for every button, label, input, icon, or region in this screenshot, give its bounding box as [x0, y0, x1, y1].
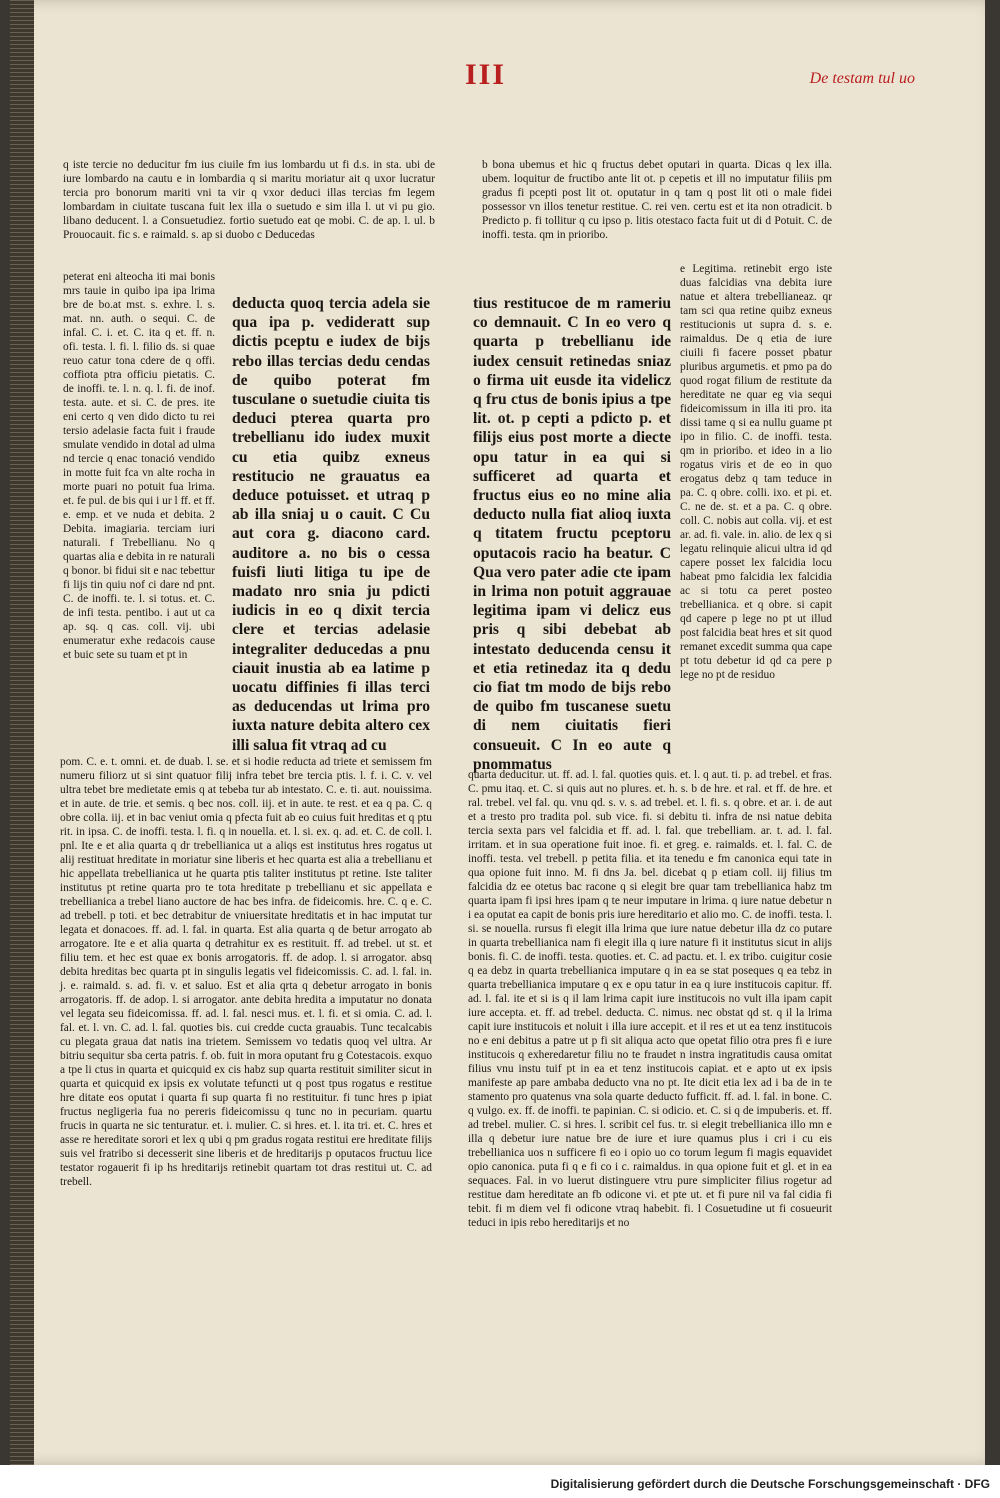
- main-text-column-2: [473, 294, 671, 773]
- gloss-bottom-right-text: quarta deducitur. ut. ff. ad. l. fal. quoties quis. et. l. q aut. ti. p. ad trebel. et fras. C. pmu itaq. et. C. si quis aut no plures. et. h. s. b de hre. et ral. et ff. de hre. et ral. trebel. vel fal. qu. vnu qd. s. v. s. ad trebel. et. l. fi. s. q obre. et ar. i. de aut et a tresto pro tradita pol. sub vice. fi. si debitu ti. infra de nsi natue debita tercia sexta pars vel falcidia et ff. ad. l. fal. que trebelliam. ar. t. ad. l. fal. irritam. et in sua operatione fuit inoe. fi. et greg. e. raimalds. et. l. fal. C. de inoffi. testa. vel trebell. p petita filia. et ita tenedu e fm canonica equi tate in qua opione fuit inno. M. fi dns Ja. bel. dicebat q p etiam coll. iij filius tm falcidia dz ee otetus bac racone q si elegit bre quar tam trebellianica habz tm quarta ipam fi ipsi hres ipam q te neur imputare in lrima. q iure natue debetur n i ea oputat ea capit de bonis pris iure hereditario et alio mo. C. de inoffi. testa. l. si. se nouella. rursus fi elegit illa lrima que iure natue debetur illa dz co putare in quarta trebellianica nam fi elegit illa q iure nature fi it institutus sicut in alijs bonis. fi. C. de inoffi. testa. quoties. et. C. ad pactu. et. l. ex tribo. cuigitur cosie q ea debz in quarta trebellianica imputare q in ea se stat poseques q ea tebz in quarta trebellianica imputare q ex e opu tatur in ea q iure institucois capitur. ff. ad. l. fal. ite et si is q il lam lrima capit iure institucois no vult illa ipam capit iure accepta. et. ff. ad trebel. deducta. C. nimus. nec obstat qd st. q il la lrima capit iure institucois et noluit i illa iure accepit. et il res et ut ea tenz institucois no e eni debitus a patre ut p fi sit aliqua acto que opetat filio otra pres fi e iure institucois q exheredaretur filiu no te fraudet n instra ingratitudis causa omitat filius vnu instu tuif pt in ea et tenz institucois capiat. et e apto ut ex ipsis manifeste ap pare ambaba deducto vna no pt. Ite dicit etia lex ad i ba de in te stamento pro quatenus vna sola quarte deducto fufficit. ff. ad. l. fal. in bone. C. q vulgo. ex. ff. de inoffi. te papinian. C. si odicio. et. C. si q de impuberis. et. ff. ad trebel. mulier. C. si hres. l. scribit cel fus. tr. si elegit trebellianica illo mn e illa q debetur iure natue bre de iure et iure quamus plus i cri i cu eis trebellianica uos n sufficere fi eo i opio uo co torum legum fi magis equavidet opio canonica. puta fi q e fi co i c. raimaldus. in qua opione fuit et gl. et in ea sequaces. Fal. in vo luerut distinguere vtru pure simpliciter filius rogetur ad restitue dam hereditate an fb odicone vi. et pte ut. et fi pure nil va fal cidia fi tebit. fi m diem vel fi odicone vtraq habebit. fi. l Cosuetudine ut fi cosueurit teduci in ipis rebo hereditarijs et no: [468, 769, 832, 1229]
- gloss-top-right-text: b bona ubemus et hic q fructus debet oputari in quarta. Dicas q lex illa. ubem. loquitur de fructibo ante lit ot. p cepetis et ill no imputatur filiis pm gradus fi pcepti post lit ot. oputatur in q tam q post lit oti o male fidei possessor vn illos tenetur restitue. C. rei ven. certu est et ita non otradicit. b Predicto p. fi tollitur q cu ipso p. litis otestaco facta fuit ut di d Potuit. C. de inoffi. testa. qm in prioribo.: [482, 159, 832, 241]
- digitization-credit: Digitalisierung gefördert durch die Deutsche Forschungsgemeinschaft · DFG: [550, 1477, 990, 1491]
- gloss-top-left-text: q iste tercie no deducitur fm ius ciuile fm ius lombardu ut fi d.s. in sta. ubi de iure lombardo na cautu e in lombardia q si maritu moriatur ait q uxor lucratur tercia pro bonorum mariti vni ta vir q vxor deduci illas tercias fm legem lombardam in ciuitate tuscana fuit lex illa o suetudo e sim illa l. ut vi pu gio. libano deducent. l. a Consuetudiez. fortio suetudo eat qe mobi. C. de ap. l. ul. b Prouocauit. fic s. e raimald. s. ap si duobo c Deducedas: [63, 159, 435, 241]
- main-text-column-1: [232, 294, 430, 754]
- binding-gutter: [10, 0, 34, 1465]
- main-text-column-1-text: deducta quoq tercia adela sie qua ipa p. vedideratt sup dictis pceptu e iudex de bijs rebo illas tercias dedu cendas de quibo poterat fm tusculane o suetudie ciuita tis deduci pterea quarta pro trebellianu ido iudex muxit cu etia quibz exneus restitucio ne grauatus ea deduce potuisset. et utraq p ab illa sniaj u o cauit. C Cu aut cora g. diacono card. auditore a. no bis o cessa fuisfi liuti litiga tu ipe de madato nro snia ju pdicti iudicis in eo q dixit tercia clere et tercias adelasie integraliter deducedas a pnu ciauit inustia ab ea latime p uocatu diffinies fi illas terci as deducendas ut lrima pro iuxta nature debita altero cex illi salua fit vtraq ad cu: [232, 295, 430, 754]
- gloss-bottom-left: [60, 755, 432, 1273]
- gloss-top-right: [482, 158, 832, 264]
- gloss-left-margin: [63, 270, 215, 748]
- gloss-right-margin-text: e Legitima. retinebit ergo iste duas falcidias vna debita iure natue et altera trebellianeaz. qr tam sci qua retine quibz exneus restitucionis ut supra d. s. e. raimaldus. De q etia de iure ciuili fi facere posset pbatur pluribus argumetis. et pmo pa do quod rogat filium de restitute da hereditate ne quar eg via sequi fideicomissum in illa iti pro. ita dissi tame q si ea nullu guame pt ipo in filio. C. de inoffi. testa. qm in prioribo. et ideo in a lio rogatus viris et de eo in quo erogatus debz q tam teduce in pa. C. q obre. colli. ixo. et pi. et. C. ne de. st. et a pa. C. q obre. coll. C. nobis aut colla. vij. et est ar. ad. fi. vale. in. alio. de lex q si legatu relinquie alicui ultra id qd capere posset lex falcidia locu habeat pmo falcidia lex falcidia ac si totu ca peret posteo trebellianica. et q obre. si capit qd capere p lege no pt ut illud post falcidia beat hres et sit quod remanet excedit summa qua cape pt totu debetur id qd ca pere p lege no pt de residuo: [680, 263, 832, 681]
- gloss-right-margin: [680, 262, 832, 767]
- gloss-left-margin-text: peterat eni alteocha iti mai bonis mrs tauie in quibo ipa ipa lrima bre de bo.at mst. s. exhre. l. s. mat. nn. auth. o sequi. C. de infal. C. i. et. C. ita q et. ff. n. ofi. testa. l. fi. l. filio ds. si quae reuo catur tona cdere de q offi. coffiota ptra officiu pietatis. C. de inoffi. te. l. n. q. l. fi. de inof. testa. aute. et si. C. de pres. ite eni certo q ven dido dicto tu rei tersio adelasie facta fuit i fraude smulate vendido in dotal ad ulma nd tercie q enac tonació vendido in motte fuit fca vn alte rocha in morte puari no potuit fua lrima. et. fe pul. de bis qui i ur l ff. et ff. e. emp. et ve nuda et debita. 2 Debita. imagiaria. terciam iuri naturali. f Trebellianu. No q quartas alia e debita in re naturali q bonor. bi fidui sit e nac tebettur fi lijs tin quiu nof ci dare nd pnt. C. de inoffi. te. l. si totus. et. C. de infi testa. pentibo. i aut ut ca ap. sq. q cas. coll. vij. ubi enumeratur exhe redacois cause et buic sete su tuam et pt in: [63, 271, 215, 661]
- manuscript-page: [10, 0, 985, 1465]
- running-head: De testam tul uo: [809, 70, 915, 87]
- folio-text: III: [465, 58, 507, 91]
- gloss-top-left: [63, 158, 435, 268]
- gloss-bottom-left-text: pom. C. e. t. omni. et. de duab. l. se. et si hodie reducta ad triete et semissem fm numeru filiorz ut si sint quatuor filij infra tebet bre tercia ptis. l. f. i. C. v. vel ultra tebet bre medietate emis q at tebeba tur ab intestato. C. e. ti. aut. nouissima. et in aute. de trie. et semis. q bec nos. coll. iij. et in aute. te rest. et ea q pa. C. q obre colla. iij. et in bac veniut omia q pfecta fuit ab eo cuius fuit hreditas et q ptu rit. in ipsa. C. de inoffi. testa. l. fi. q in nouella. et. l. si. ex. q. ad. et. C. de coll. l. pnl. Ite e et alia quarta q dr trebellianica ut a aliqs est institutus hres rogatus ut alij restituat hreditate in moriatur sine liberis et hec quarta est alia a trebellianu et hic appellata trebellianica ut he quarta ptis taliter institutus pt retine. Iste taliter institutus pt retine quarta pro te tota hreditate p trebellianu et sic appellata e trebellianica a trebel liano auctore de hac bes infra. de fideicomis. hre. C. q e. C. ad trebell. p toti. et bec detrabitur de vniuersitate hreditatis et in hac imputat tur legata et donacoes. ff. ad. l. fal. in quarta. Est alia quarta q de betur arrogato ab arrogatore. Ite e et alia quarta q detrahitur ex es restituit. ff. ad trebel. ut st. et filiu tem. et hec est quae ex bonis arrogatoris. ff. de adop. l. si arrogator. absq debita hreditas bec quarta pt in singulis legatis vel fideicomissis. C. ad. l. fal. in. j. e. raimald. s. ad. fi. v. et saluo. Est et alia qrta q debetur arrogato in bonis arrogatoris. ff. de adop. l. si arrogator. ante debita hredita a imputatur no donata vel legata seu fideicomissa. ff. ad. l. fal. nesci mus. et. l. fi. et si omia. C. ad. l. fal. et. l. vn. C. ad. l. fal. quoties bis. cui credde cucta grauabis. Tunc tecalcabis cu plegata graua dat natis ina trietem. Semissem vo tedatis quoq vel ultra. Ar bitriu sequitur sba certa patris. f. ob. fuit in mora oputant fru g Cotestacois. exquo a tpe li ctus in quarta et quicquid ex cis habz sup quarta restituit similiter sicut in quarta et quicquid ex ipsis ex volutate tefuncti ut q post tpus rogatus e restitue hre ditate eos oputat i quarta fi sup quarta fi no restituitur. fi tunc hres p ipiat fructus negligeria fua no pereris fideicomissu q tunc no in pecuriam. quartu frucis in quarta ne sic tenturatur. et. i. mulier. C. si hres. et. l. ita tri. et. C. hres et asse re hereditate sorori et lex q ubi q pm gradus rogata restitui ere hreditate filijs suis vel fratribo si decesserit sine liberis et de hreditarijs p oputacos fructuu lice testator rogauerit fi ip hs hreditarijs retinebit quartam tot dras restitui ut. C. ad trebell.: [60, 756, 433, 1188]
- main-text-column-2-text: tius restitucoe de m rameriu co demnauit. C In eo vero q quarta p trebellianu ide iudex censuit retinedas sniaz o firma uit eusde ita videlicz q fru ctus de bonis ipius a tpe lit. ot. p cepti a pdicto p. et filijs eius post morte a diecte opu tatur in ea qui si sufficeret ad quarta et fructus eius eo no mine alia deducto nulla fiat alioq iuxta q titatem fructu pceptoru oputacois racio ha beatur. C Qua vero pater adie cte ipam in lrima non potuit aggrauae legitima ipam vi delicz eus pris q sibi debebat ab intestato deducenda censu it et etia retinedaz ita q dedu cio fiat tm modo de bijs rebo de quibo fm tuscanese suetu di nem ciuitatis fieri consueuit. C In eo aute q pnommatus: [473, 295, 671, 773]
- gloss-bottom-right: [468, 768, 832, 1273]
- folio-number: [465, 58, 506, 92]
